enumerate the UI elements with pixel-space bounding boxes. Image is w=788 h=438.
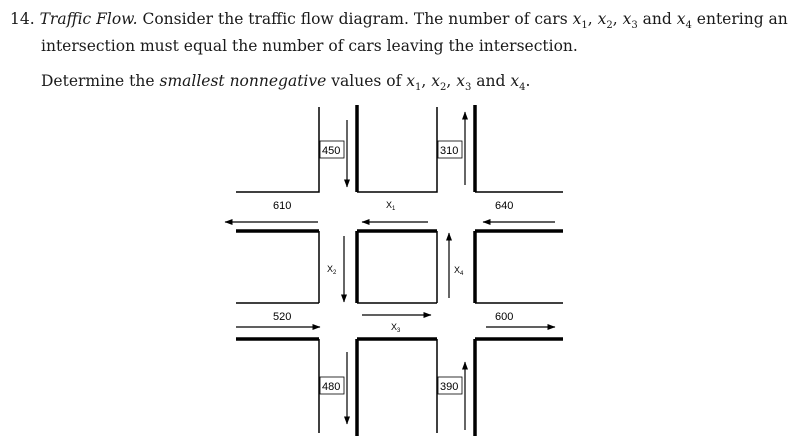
flow-label-left-top: 610 [273,200,292,212]
flow-labels [273,141,513,394]
var-x1: $x_1$ [572,10,588,32]
var-label-x1: $X_1$ [386,200,396,212]
q-var-x4: $x_4$ [510,72,526,94]
var-x4: $x_4$ [676,10,692,32]
flow-label-right-top: 640 [495,200,514,212]
var-label-x4: $X_4$ [454,265,464,277]
problem-intro: Consider the traffic flow diagram. The number of cars [142,10,568,28]
problem-tail: entering an [696,10,788,28]
flow-label-bottom-left: 480 [322,381,341,393]
road-edges [236,105,563,436]
var-x2: $x_2$ [597,10,613,32]
var-label-x2: $X_2$ [327,264,337,276]
road-edge-top-left [236,107,319,192]
question-prefix: Determine the [41,72,155,91]
question-line: Determine the smallest nonnegative values of $x_1$, $x_2$, $x_3$ and $x_4$. [41,72,531,94]
q-and-word: and [476,72,506,91]
problem-number: 14. [10,10,35,28]
flow-label-right-bottom: 600 [495,311,514,323]
and-word: and [642,10,672,28]
question-emphasis: smallest nonnegative [159,72,327,91]
question-mid: values of [331,72,402,91]
q-var-x3: $x_3$ [456,72,472,94]
problem-title: Traffic Flow. [39,10,138,28]
flow-label-bottom-right: 390 [440,381,459,393]
q-var-x1: $x_1$ [406,72,422,94]
var-label-x3: $X_3$ [391,322,401,334]
q-var-x2: $x_2$ [431,72,447,94]
flow-label-top-left: 450 [322,145,341,157]
problem-line-2: intersection must equal the number of cars leaving the intersection. [41,37,578,56]
road-median-mid-left [236,231,319,303]
flow-label-left-bottom: 520 [273,311,292,323]
var-x3: $x_3$ [622,10,638,32]
road-edge-top-right [357,107,437,192]
question-end: . [525,72,531,91]
problem-line-1: 14. Traffic Flow. Consider the traffic flow diagram. The number of cars $x_1$, $x_2$, $x_3$ and $x_4$ entering an [10,10,788,32]
flow-label-top-right: 310 [440,145,459,157]
flow-arrows [225,112,555,430]
